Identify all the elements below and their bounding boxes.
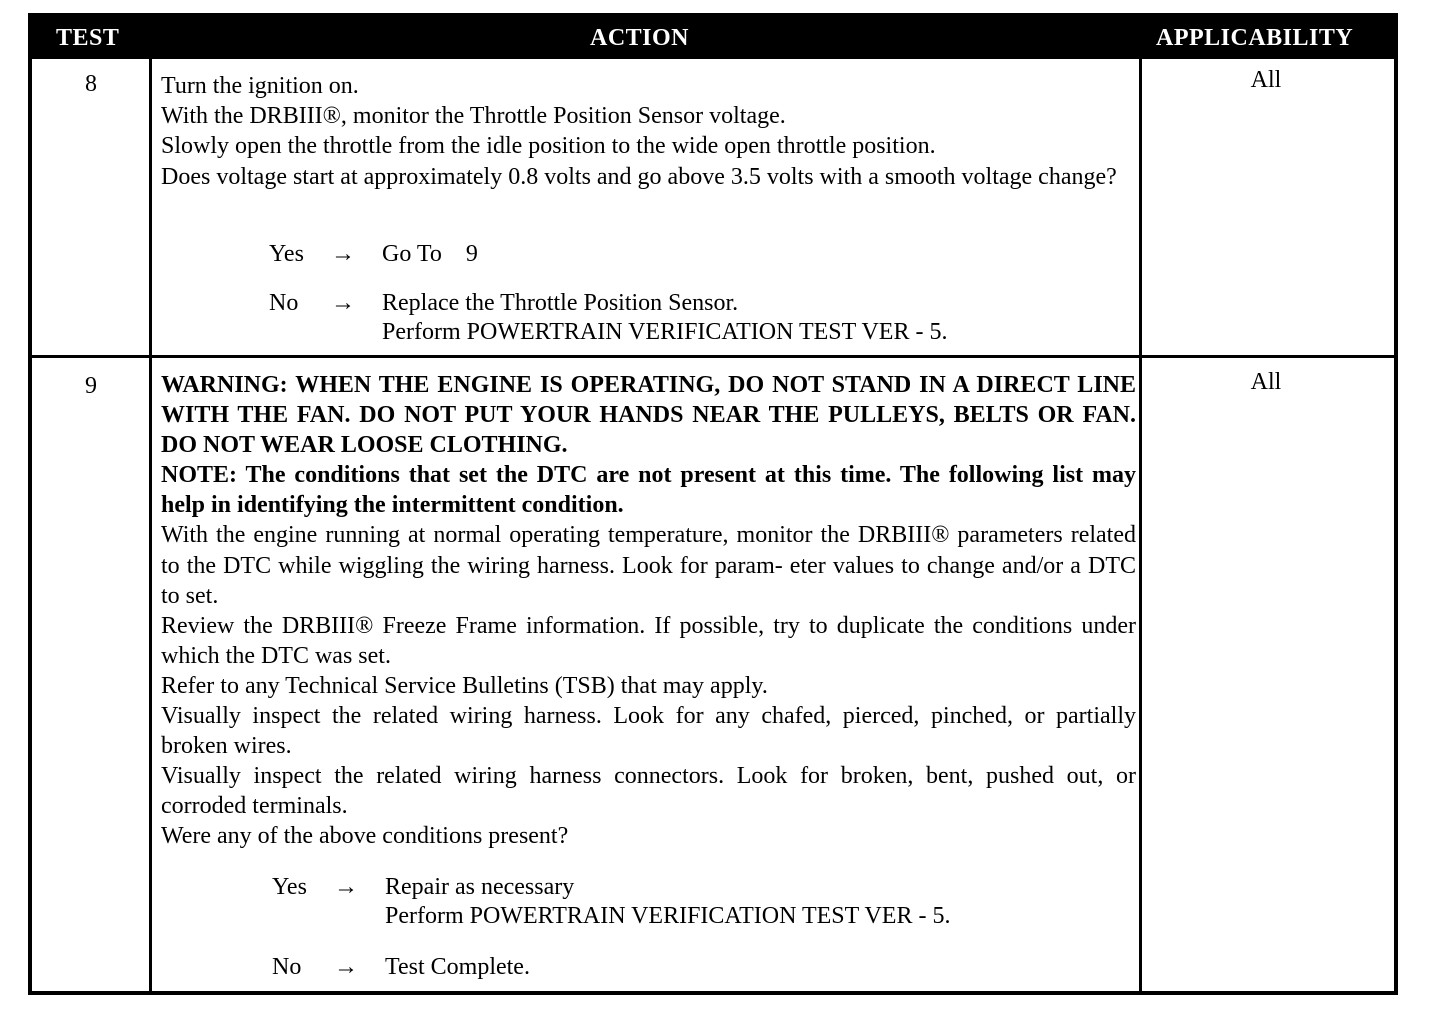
applicability-value: All bbox=[1250, 369, 1282, 395]
branch-result: Test Complete. bbox=[385, 954, 530, 980]
table-header bbox=[32, 17, 1394, 59]
warning-text: WARNING: WHEN THE ENGINE IS OPERATING, DO NOT STAND IN A DIRECT LINE WITH THE FAN. DO NOT PUT YOUR HANDS NEAR THE PULLEYS, BELTS OR FAN. DO NOT WEAR LOOSE CLOTHING. bbox=[161, 372, 1136, 459]
branch-result: Go To 9 bbox=[382, 241, 478, 267]
test-9-action bbox=[161, 370, 1136, 852]
test-8-action bbox=[161, 71, 1136, 192]
column-divider-applicability bbox=[1139, 59, 1142, 995]
right-arrow-icon: → bbox=[334, 954, 358, 980]
branch-result: Perform POWERTRAIN VERIFICATION TEST VER - 5. bbox=[382, 319, 948, 345]
action-line: Visually inspect the related wiring harness. Look for any chafed, pierced, pinched, or partially broken wires. bbox=[161, 703, 1136, 760]
header-test: TEST bbox=[56, 25, 120, 51]
right-arrow-icon: → bbox=[334, 874, 358, 900]
note-text: NOTE: The conditions that set the DTC are not present at this time. The following list may help in identifying the intermittent condition. bbox=[161, 462, 1136, 519]
branch-result: Perform POWERTRAIN VERIFICATION TEST VER - 5. bbox=[385, 903, 951, 929]
branch-result: Replace the Throttle Position Sensor. bbox=[382, 290, 739, 316]
action-line: Visually inspect the related wiring harness connectors. Look for broken, bent, pushed out, or corroded terminals. bbox=[161, 763, 1136, 820]
action-line: Review the DRBIII® Freeze Frame information. If possible, try to duplicate the conditions under which the DTC was set. bbox=[161, 612, 1136, 669]
branch-answer: No bbox=[269, 290, 299, 316]
test-number: 9 bbox=[85, 373, 97, 399]
right-arrow-icon: → bbox=[331, 290, 355, 316]
header-action: ACTION bbox=[590, 25, 690, 51]
action-line: With the DRBIII®, monitor the Throttle Position Sensor voltage. bbox=[161, 103, 786, 130]
branch-no bbox=[269, 288, 1169, 348]
header-applicability: APPLICABILITY bbox=[1156, 25, 1354, 51]
applicability-value: All bbox=[1250, 67, 1282, 93]
branch-answer: Yes bbox=[269, 241, 304, 267]
branch-no bbox=[272, 952, 1072, 982]
test-number: 8 bbox=[85, 71, 97, 97]
action-line: Does voltage start at approximately 0.8 volts and go above 3.5 volts with a smooth voltage change? bbox=[161, 163, 1117, 190]
action-line: With the engine running at normal operating temperature, monitor the DRBIII® parameters related to the DTC while wiggling the wiring harness. Look for param- eter values to change and/or a DTC to set. bbox=[161, 522, 1136, 609]
column-divider-test bbox=[149, 59, 152, 995]
right-arrow-icon: → bbox=[331, 241, 355, 267]
action-line: Turn the ignition on. bbox=[161, 73, 359, 99]
action-line: Refer to any Technical Service Bulletins (TSB) that may apply. bbox=[161, 672, 768, 699]
action-line: Were any of the above conditions present? bbox=[161, 823, 569, 850]
branch-yes bbox=[269, 239, 1069, 269]
branch-answer: Yes bbox=[272, 874, 307, 900]
branch-answer: No bbox=[272, 954, 302, 980]
action-line: Slowly open the throttle from the idle position to the wide open throttle position. bbox=[161, 133, 936, 160]
branch-result: Repair as necessary bbox=[385, 874, 575, 900]
diagnostic-test-table bbox=[28, 13, 1398, 995]
row-divider bbox=[32, 355, 1394, 358]
branch-yes bbox=[272, 872, 1172, 932]
